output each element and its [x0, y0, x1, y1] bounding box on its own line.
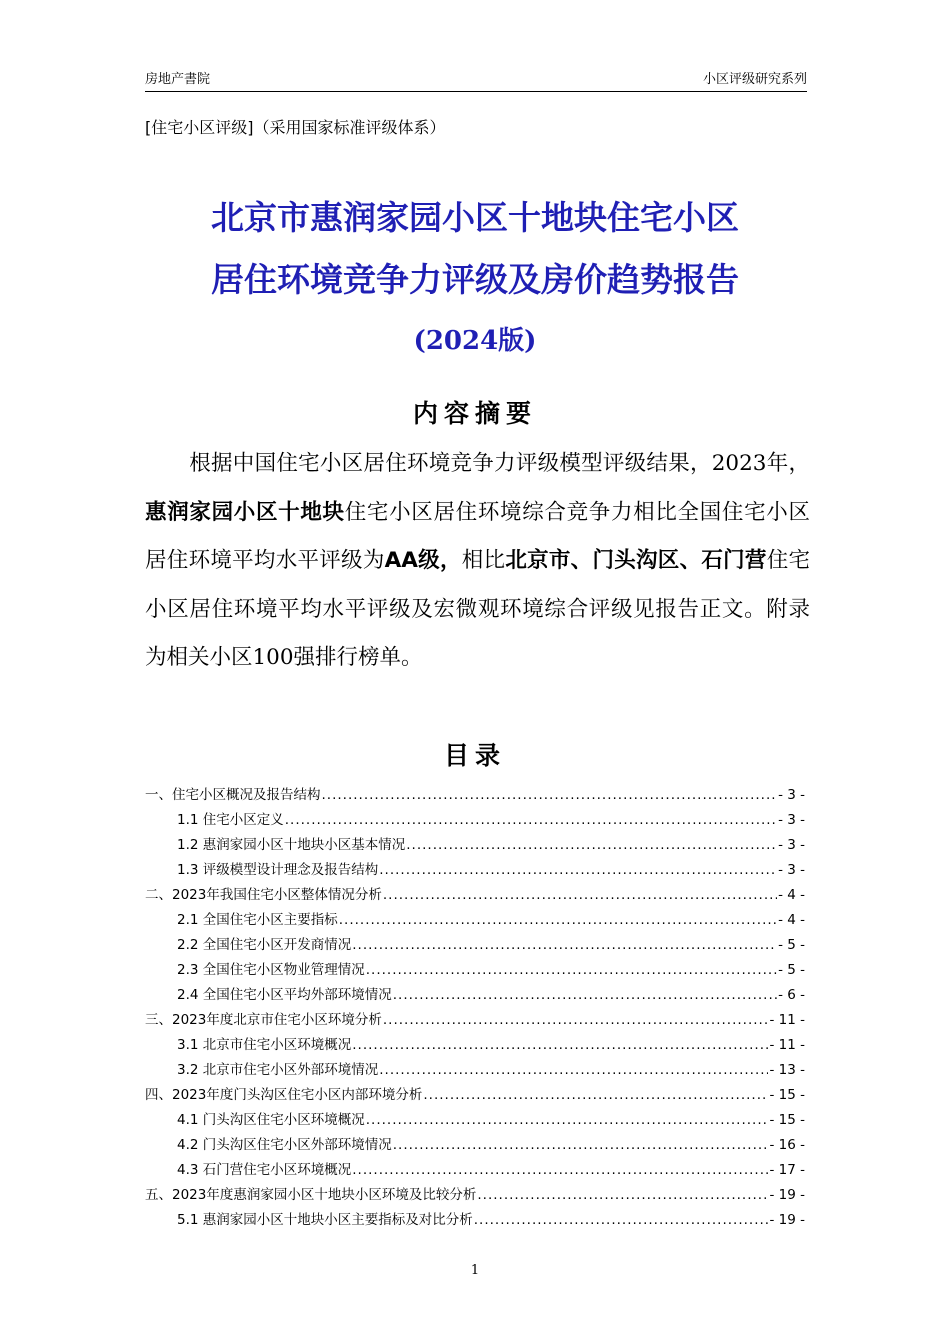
toc-item-page: - 15 -	[769, 1112, 805, 1128]
toc-item-label: 2.2 全国住宅小区开发商情况	[177, 937, 352, 953]
toc-leader-dots	[393, 987, 777, 1003]
toc-leader-dots	[322, 787, 778, 803]
toc-item-label: 二、2023年我国住宅小区整体情况分析	[145, 887, 382, 903]
toc-item-label: 5.1 惠润家园小区十地块小区主要指标及对比分析	[177, 1212, 473, 1228]
toc-item-page: - 19 -	[769, 1187, 805, 1203]
abstract-bold-regions: 北京市、门头沟区、石门营	[505, 548, 767, 573]
toc-leader-dots	[393, 1137, 769, 1153]
abstract-body	[145, 440, 810, 683]
abstract-text-2: 住宅小区居住环境综合竞争力相比全国住宅小区居住环境平均水平评级为	[145, 499, 810, 573]
toc-item[interactable]	[145, 1133, 805, 1158]
report-title-line2: 居住环境竞争力评级及房价趋势报告	[211, 260, 739, 299]
toc-item[interactable]	[145, 1108, 805, 1133]
header-publisher: 房地产書院	[145, 72, 211, 87]
toc-leader-dots	[379, 1062, 768, 1078]
toc-leader-dots	[379, 862, 777, 878]
toc-item[interactable]	[145, 783, 805, 808]
toc-leader-dots	[366, 1112, 769, 1128]
table-of-contents	[145, 783, 805, 1233]
toc-item-page: - 6 -	[778, 987, 805, 1003]
toc-item[interactable]	[145, 1033, 805, 1058]
toc-item[interactable]	[145, 1008, 805, 1033]
toc-item[interactable]	[145, 883, 805, 908]
header-series: 小区评级研究系列	[702, 72, 807, 87]
toc-item[interactable]	[145, 1083, 805, 1108]
toc-item[interactable]	[145, 1208, 805, 1233]
toc-item-page: - 4 -	[778, 912, 805, 928]
toc-item[interactable]	[145, 908, 805, 933]
toc-item-page: - 4 -	[778, 887, 805, 903]
toc-leader-dots	[383, 1012, 769, 1028]
report-category: [住宅小区评级]（采用国家标准评级体系）	[145, 118, 446, 137]
toc-item[interactable]	[145, 983, 805, 1008]
toc-leader-dots	[285, 812, 777, 828]
abstract-bold-rating: AA级，	[384, 548, 462, 573]
report-title-line1: 北京市惠润家园小区十地块住宅小区	[211, 198, 739, 237]
toc-leader-dots	[339, 912, 777, 928]
toc-leader-dots	[352, 1037, 768, 1053]
toc-item-page: - 19 -	[769, 1212, 805, 1228]
toc-leader-dots	[423, 1087, 768, 1103]
toc-item-label: 4.3 石门营住宅小区环境概况	[177, 1162, 352, 1178]
toc-leader-dots	[352, 937, 777, 953]
abstract-heading: 内容摘要	[412, 399, 537, 428]
toc-item-label: 一、住宅小区概况及报告结构	[145, 787, 321, 803]
toc-item-label: 2.4 全国住宅小区平均外部环境情况	[177, 987, 392, 1003]
toc-item-page: - 13 -	[769, 1062, 805, 1078]
toc-leader-dots	[406, 837, 777, 853]
toc-item-page: - 16 -	[769, 1137, 805, 1153]
toc-leader-dots	[477, 1187, 768, 1203]
toc-item-label: 1.1 住宅小区定义	[177, 812, 284, 828]
toc-item-page: - 17 -	[769, 1162, 805, 1178]
toc-item[interactable]	[145, 808, 805, 833]
toc-item[interactable]	[145, 833, 805, 858]
abstract-text-4: 住宅小区居住环境平均水平评级及宏微观环境综合评级见报告正文。附录为相关小区100强排行榜单。	[145, 548, 810, 670]
toc-item-label: 1.2 惠润家园小区十地块小区基本情况	[177, 837, 406, 853]
toc-item-label: 3.1 北京市住宅小区环境概况	[177, 1037, 352, 1053]
toc-item-page: - 3 -	[778, 787, 805, 803]
toc-item-label: 1.3 评级模型设计理念及报告结构	[177, 862, 379, 878]
toc-item-label: 2.1 全国住宅小区主要指标	[177, 912, 338, 928]
toc-item-page: - 3 -	[778, 812, 805, 828]
abstract-bold-community: 惠润家园小区十地块	[145, 499, 345, 525]
toc-leader-dots	[474, 1212, 769, 1228]
toc-item-label: 五、2023年度惠润家园小区十地块小区环境及比较分析	[145, 1187, 477, 1203]
toc-item[interactable]	[145, 858, 805, 883]
toc-item-page: - 3 -	[778, 862, 805, 878]
toc-leader-dots	[352, 1162, 768, 1178]
toc-item-page: - 11 -	[769, 1012, 805, 1028]
toc-item-page: - 15 -	[769, 1087, 805, 1103]
toc-item-label: 3.2 北京市住宅小区外部环境情况	[177, 1062, 379, 1078]
toc-item-label: 四、2023年度门头沟区住宅小区内部环境分析	[145, 1087, 423, 1103]
toc-item-label: 2.3 全国住宅小区物业管理情况	[177, 962, 365, 978]
abstract-text-3: 相比	[461, 548, 506, 573]
toc-leader-dots	[366, 962, 777, 978]
toc-item-page: - 5 -	[778, 937, 805, 953]
toc-item-label: 三、2023年度北京市住宅小区环境分析	[145, 1012, 382, 1028]
abstract-text-1: 根据中国住宅小区居住环境竞争力评级模型评级结果，2023年，	[189, 451, 810, 476]
toc-item[interactable]	[145, 1158, 805, 1183]
toc-item[interactable]	[145, 1058, 805, 1083]
page-header	[145, 64, 807, 92]
toc-item-label: 4.2 门头沟区住宅小区外部环境情况	[177, 1137, 392, 1153]
report-edition: (2024版)	[413, 326, 537, 356]
page-number: 1	[470, 1263, 480, 1278]
toc-item-page: - 11 -	[769, 1037, 805, 1053]
toc-item-page: - 3 -	[778, 837, 805, 853]
toc-item[interactable]	[145, 1183, 805, 1208]
toc-leader-dots	[383, 887, 777, 903]
toc-item-page: - 5 -	[778, 962, 805, 978]
toc-heading: 目录	[443, 741, 506, 770]
toc-item[interactable]	[145, 933, 805, 958]
toc-item[interactable]	[145, 958, 805, 983]
toc-item-label: 4.1 门头沟区住宅小区环境概况	[177, 1112, 365, 1128]
